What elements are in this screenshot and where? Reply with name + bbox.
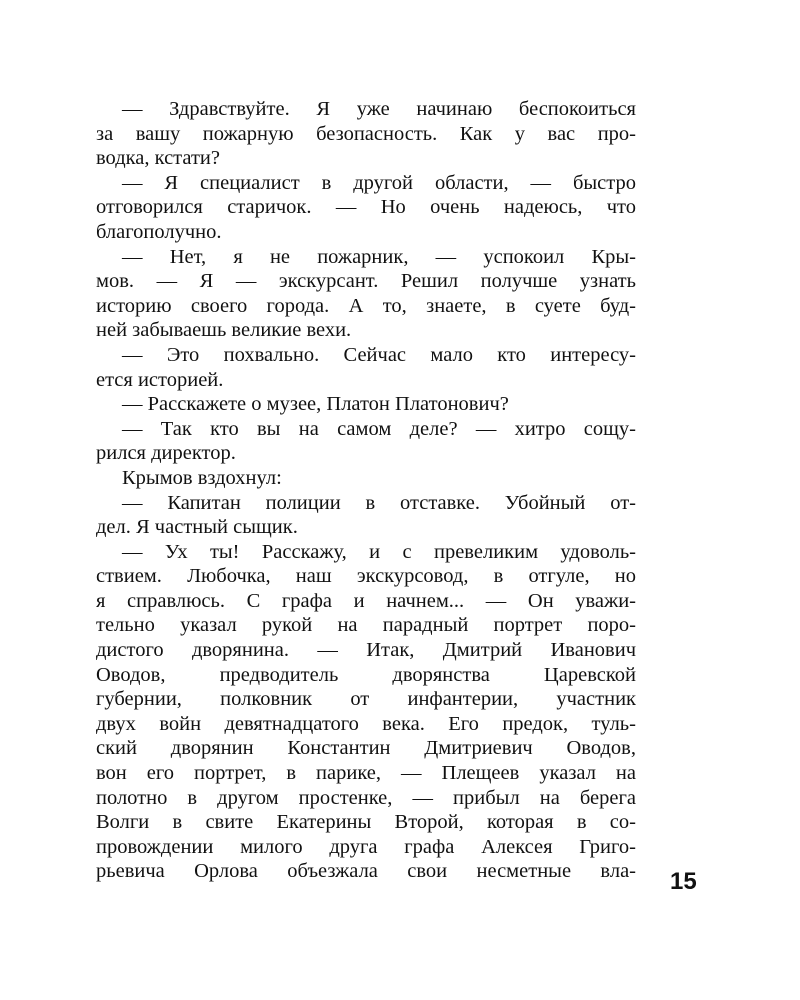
text-line: тельно указал рукой на парадный портрет поро- xyxy=(96,614,636,637)
text-line: вон его портрет, в парике, — Плещеев указал на xyxy=(96,762,636,785)
text-line: ствием. Любочка, наш экскурсовод, в отгуле, но xyxy=(96,565,636,588)
text-line: губернии, полковник от инфантерии, участник xyxy=(96,688,636,711)
text-line: — Я специалист в другой области, — быстро xyxy=(122,171,636,194)
text-line: — Так кто вы на самом деле? — хитро сощу- xyxy=(122,417,636,440)
text-line: ется историей. xyxy=(96,368,224,391)
text-line: ский дворянин Константин Дмитриевич Оводов, xyxy=(96,737,636,760)
text-line: Крымов вздохнул: xyxy=(122,466,282,489)
text-line: рьевича Орлова объезжала свои несметные вла- xyxy=(96,860,636,883)
text-line: мов. — Я — экскурсант. Решил получше узнать xyxy=(96,270,636,293)
text-line: полотно в другом простенке, — прибыл на берега xyxy=(96,786,636,809)
text-line: двух войн девятнадцатого века. Его предок, туль- xyxy=(96,712,636,735)
text-line: за вашу пожарную безопасность. Как у вас про- xyxy=(96,122,636,145)
text-line: — Капитан полиции в отставке. Убойный от- xyxy=(122,491,636,514)
text-line: Оводов, предводитель дворянства Царевской xyxy=(96,663,636,686)
text-line: дистого дворянина. — Итак, Дмитрий Иванович xyxy=(96,639,636,662)
text-line: отговорился старичок. — Но очень надеюсь, что xyxy=(96,196,636,219)
text-line: рился директор. xyxy=(96,442,236,465)
text-line: историю своего города. А то, знаете, в суете буд- xyxy=(96,294,636,317)
text-line: — Нет, я не пожарник, — успокоил Кры- xyxy=(122,245,636,268)
page-text xyxy=(96,97,636,884)
page-number: 15 xyxy=(670,868,697,895)
text-line: дел. Я частный сыщик. xyxy=(96,516,298,539)
text-line: — Ух ты! Расскажу, и с превеликим удоволь- xyxy=(122,540,636,563)
text-line: я справлюсь. С графа и начнем... — Он уважи- xyxy=(96,589,636,612)
text-line: благополучно. xyxy=(96,220,222,243)
text-line: водка, кстати? xyxy=(96,147,220,170)
text-line: — Расскажете о музее, Платон Платонович? xyxy=(122,393,509,416)
text-line: провождении милого друга графа Алексея Григо- xyxy=(96,835,636,858)
text-line: — Это похвально. Сейчас мало кто интересу- xyxy=(122,343,636,366)
text-line: Волги в свите Екатерины Второй, которая в со- xyxy=(96,811,636,834)
text-line: — Здравствуйте. Я уже начинаю беспокоиться xyxy=(122,98,636,120)
text-line: ней забываешь великие вехи. xyxy=(96,319,352,342)
